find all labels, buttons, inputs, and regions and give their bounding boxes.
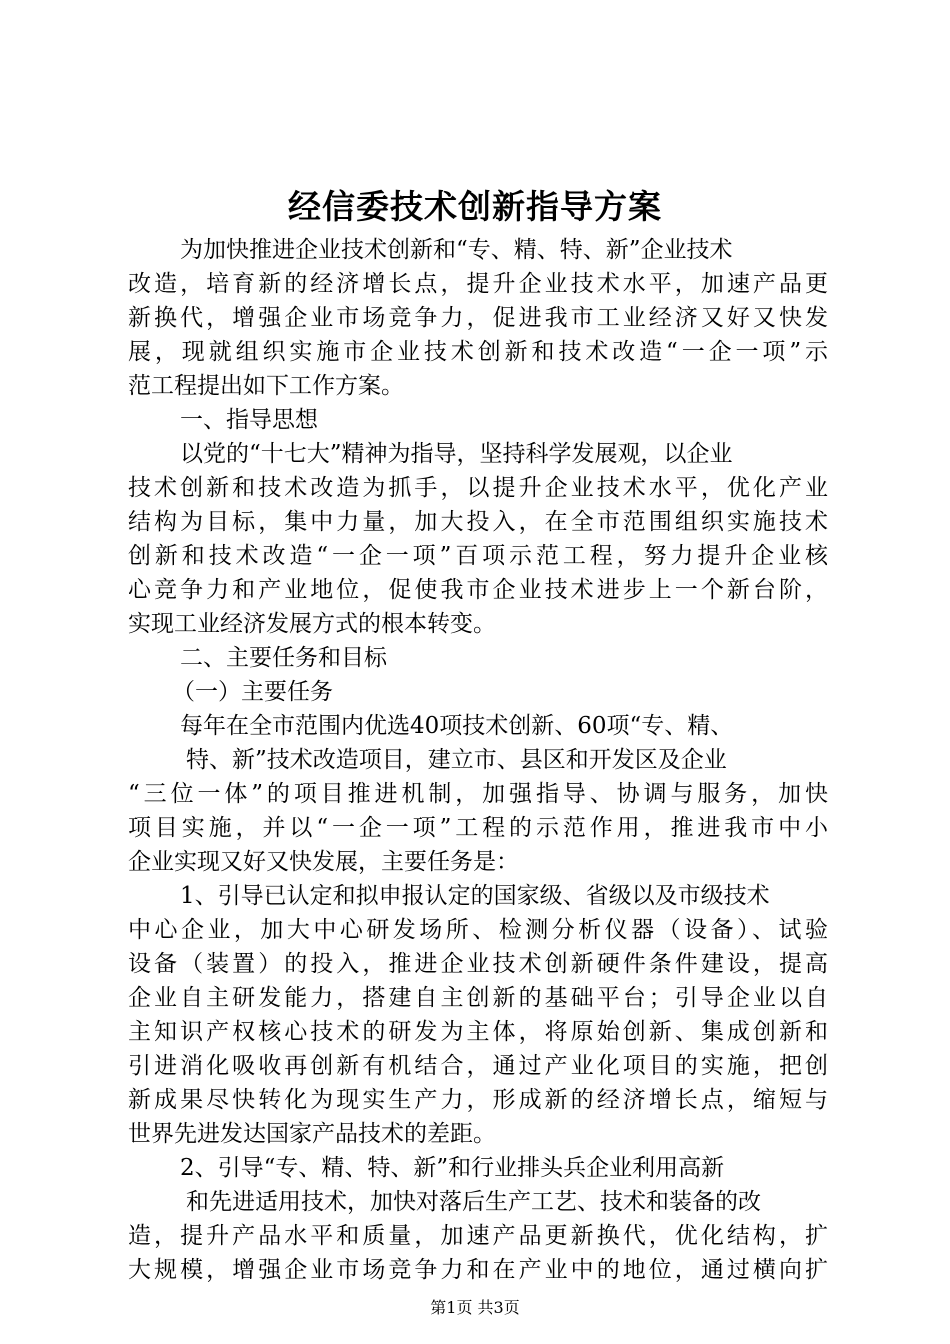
paragraph-line: 技术创新和技术改造为抓手，以提升企业技术水平，优化产业 [128,475,828,501]
paragraph-line: 企业实现又好又快发展，主要任务是： [128,849,519,875]
subsection-heading: （一）主要任务 [172,679,333,705]
section-heading: 一、指导思想 [180,407,318,433]
paragraph-line: 创新和技术改造“一企一项”百项示范工程，努力提升企业核 [128,543,828,569]
document-title: 经信委技术创新指导方案 [288,187,662,226]
paragraph-line: 改造，培育新的经济增长点，提升企业技术水平，加速产品更 [128,271,828,297]
paragraph-line: 范工程提出如下工作方案。 [128,373,404,399]
paragraph-line: 每年在全市范围内优选40项技术创新、60项“专、精、 [180,713,734,739]
paragraph-line: 大规模，增强企业市场竞争力和在产业中的地位，通过横向扩 [128,1257,828,1283]
paragraph-line: 心竞争力和产业地位，促使我市企业技术进步上一个新台阶， [128,577,828,603]
paragraph-line: 企业自主研发能力，搭建自主创新的基础平台；引导企业以自 [128,985,828,1011]
paragraph-line: 新成果尽快转化为现实生产力，形成新的经济增长点，缩短与 [128,1087,828,1113]
paragraph-line: 设备（装置）的投入，推进企业技术创新硬件条件建设，提高 [128,951,828,977]
paragraph-line: 世界先进发达国家产品技术的差距。 [128,1121,496,1147]
paragraph-line: 实现工业经济发展方式的根本转变。 [128,611,496,637]
paragraph-line: 引进消化吸收再创新有机结合，通过产业化项目的实施，把创 [128,1053,828,1079]
section-heading: 二、主要任务和目标 [180,645,387,671]
paragraph-line: 展，现就组织实施市企业技术创新和技术改造“一企一项”示 [128,339,828,365]
paragraph-line: 和先进适用技术，加快对落后生产工艺、技术和装备的改 [186,1189,761,1215]
paragraph-line: 结构为目标，集中力量，加大投入，在全市范围组织实施技术 [128,509,828,535]
paragraph-line: “三位一体”的项目推进机制，加强指导、协调与服务，加快 [128,781,828,807]
paragraph-line: 中心企业，加大中心研发场所、检测分析仪器（设备）、试验 [128,917,828,943]
paragraph-line: 以党的“十七大”精神为指导，坚持科学发展观，以企业 [180,441,733,467]
page-footer: 第1页 共3页 [430,1298,520,1317]
paragraph-line: 2、引导“专、精、特、新”和行业排头兵企业利用高新 [180,1155,725,1181]
paragraph-line: 造，提升产品水平和质量，加速产品更新换代，优化结构，扩 [128,1223,828,1249]
paragraph-line: 特、新”技术改造项目，建立市、县区和开发区及企业 [186,747,727,773]
paragraph-line: 为加快推进企业技术创新和“专、精、特、新”企业技术 [180,237,733,263]
paragraph-line: 主知识产权核心技术的研发为主体，将原始创新、集成创新和 [128,1019,828,1045]
paragraph-line: 项目实施，并以“一企一项”工程的示范作用，推进我市中小 [128,815,828,841]
paragraph-line: 1、引导已认定和拟申报认定的国家级、省级以及市级技术 [180,883,770,909]
paragraph-line: 新换代，增强企业市场竞争力，促进我市工业经济又好又快发 [128,305,828,331]
